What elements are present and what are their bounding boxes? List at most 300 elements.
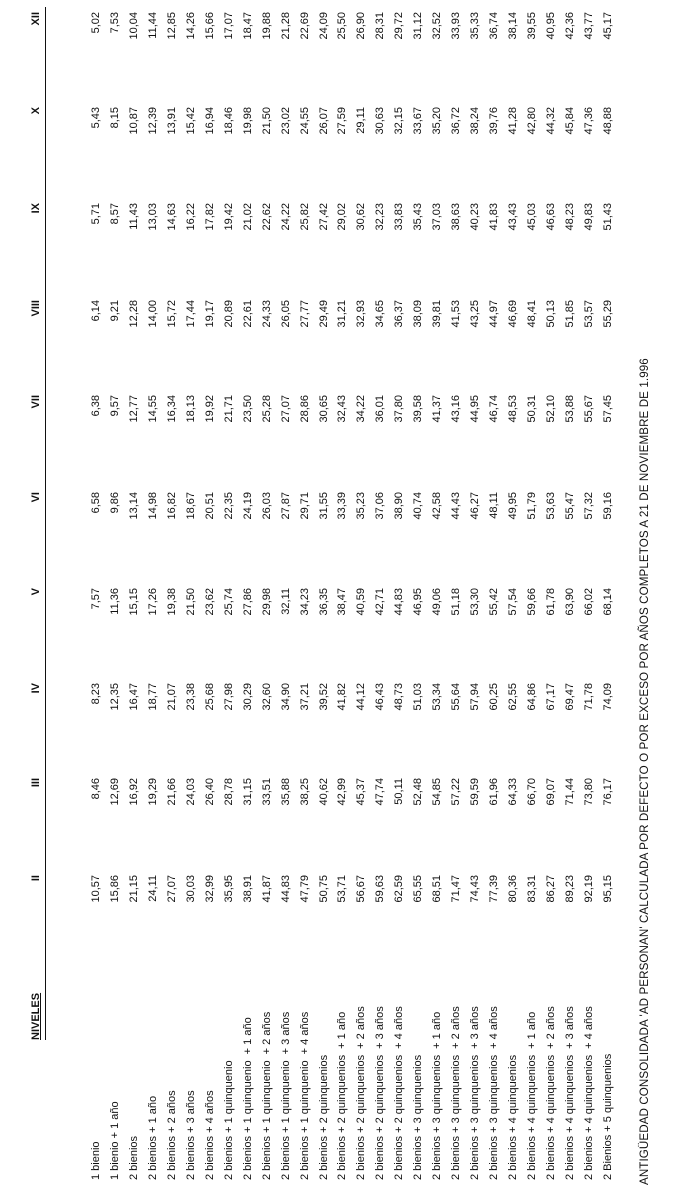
value-cell-viii: 19,17 (203, 300, 216, 328)
value-cell-ix: 17,82 (203, 203, 216, 231)
value-cell-ix: 38,63 (450, 203, 463, 231)
value-cell-vi: 57,32 (582, 492, 595, 520)
value-cell-ix: 46,63 (545, 203, 558, 231)
value-cell-x: 47,36 (582, 107, 595, 135)
value-cell-vi: 44,43 (450, 492, 463, 520)
value-cell-ii: 92,19 (582, 875, 595, 903)
value-cell-iii: 16,92 (127, 778, 140, 806)
value-cell-iii: 45,37 (355, 778, 368, 806)
value-cell-iii: 69,07 (545, 778, 558, 806)
value-cell-iv: 48,73 (393, 683, 406, 711)
value-cell-v: 7,57 (90, 588, 102, 610)
value-cell-xii: 32,52 (431, 12, 444, 40)
value-cell-iii: 71,44 (564, 778, 576, 806)
value-cell-x: 19,98 (241, 107, 254, 135)
value-cell-iii: 61,96 (488, 778, 501, 806)
value-cell-vii: 39,58 (412, 395, 425, 423)
value-cell-vii: 27,07 (279, 395, 292, 423)
value-cell-vii: 55,67 (582, 395, 595, 423)
value-cell-ii: 50,75 (317, 875, 330, 903)
value-cell-viii: 32,93 (355, 300, 368, 328)
value-cell-ix: 40,23 (469, 203, 482, 231)
value-cell-xii: 15,66 (203, 12, 216, 40)
value-cell-xii: 11,44 (146, 12, 159, 39)
value-cell-vii: 23,50 (241, 395, 254, 423)
column-header-iii: III (30, 778, 42, 788)
value-cell-ix: 22,62 (260, 203, 273, 231)
value-cell-ix: 51,43 (601, 203, 614, 231)
value-cell-ii: 27,07 (165, 875, 178, 903)
value-cell-vi: 46,27 (469, 492, 482, 520)
value-cell-ix: 32,23 (374, 203, 387, 231)
value-cell-iv: 62,55 (507, 683, 520, 711)
value-cell-viii: 17,44 (184, 300, 197, 328)
row-label: 2 Bienios + 5 quinquenios (601, 1053, 614, 1180)
value-cell-iv: 8,23 (90, 683, 102, 705)
column-header-v: V (30, 588, 42, 596)
value-cell-xii: 36,74 (488, 12, 501, 40)
value-cell-vii: 37,80 (393, 395, 406, 423)
value-cell-x: 18,46 (222, 107, 235, 135)
row-label: 2 bienios + 1 año (146, 1095, 159, 1180)
value-cell-vii: 19,92 (203, 395, 216, 423)
value-cell-viii: 48,41 (526, 300, 539, 328)
row-label: 2 bienios + 3 quinquenios (412, 1054, 425, 1180)
document-title: ANTIGÜEDAD CONSOLIDADA 'AD PERSONAN' CALCULADA POR DEFECTO O POR EXCESO POR AÑOS COMPLETOS A 21 DE NOVIEMBRE DE 1.996 (638, 358, 651, 1185)
value-cell-x: 44,32 (545, 107, 558, 135)
value-cell-iii: 59,59 (469, 778, 482, 806)
value-cell-vii: 25,28 (260, 395, 273, 423)
value-cell-x: 30,63 (374, 107, 387, 135)
value-cell-v: 32,11 (279, 588, 292, 615)
value-cell-xii: 29,72 (393, 12, 406, 40)
column-header-vii: VII (30, 395, 42, 409)
value-cell-vi: 9,86 (108, 492, 121, 514)
value-cell-ix: 49,83 (582, 203, 595, 231)
value-cell-iii: 64,33 (507, 778, 520, 806)
value-cell-iii: 42,99 (336, 778, 349, 806)
value-cell-vii: 43,16 (450, 395, 463, 423)
value-cell-xii: 45,17 (601, 12, 614, 40)
row-label: 2 bienios + 2 quinquenios + 1 año (336, 1011, 349, 1180)
column-header-xii: XII (30, 12, 42, 26)
value-cell-viii: 31,21 (336, 300, 349, 328)
row-label: 2 bienios + 4 quinquenios + 4 años (582, 1006, 595, 1180)
value-cell-v: 11,36 (108, 588, 121, 615)
value-cell-viii: 14,00 (146, 300, 159, 328)
value-cell-ii: 15,86 (108, 875, 121, 903)
value-cell-xii: 10,04 (127, 12, 140, 40)
value-cell-ii: 21,15 (127, 875, 140, 903)
row-label: 2 bienios + 1 quinquenio + 2 años (260, 1011, 273, 1180)
value-cell-x: 26,07 (317, 107, 330, 135)
value-cell-viii: 15,72 (165, 300, 178, 328)
value-cell-ix: 29,02 (336, 203, 349, 231)
value-cell-ii: 32,99 (203, 875, 216, 903)
value-cell-vi: 24,19 (241, 492, 254, 520)
value-cell-vii: 18,13 (184, 395, 197, 423)
row-label: 2 bienios + 1 quinquenio + 3 años (279, 1011, 292, 1180)
value-cell-iv: 71,78 (582, 683, 595, 711)
value-cell-xii: 38,14 (507, 12, 520, 40)
value-cell-vi: 40,74 (412, 492, 425, 520)
value-cell-ix: 33,83 (393, 203, 406, 231)
row-label: 2 bienios + 2 quinquenios + 3 años (374, 1006, 387, 1180)
value-cell-v: 27,86 (241, 588, 254, 616)
value-cell-iv: 27,98 (222, 683, 235, 711)
value-cell-ii: 71,47 (450, 875, 463, 903)
value-cell-iii: 54,85 (431, 778, 444, 806)
value-cell-iv: 69,47 (564, 683, 576, 711)
value-cell-iii: 66,70 (526, 778, 539, 806)
value-cell-ix: 48,23 (564, 203, 576, 231)
value-cell-x: 27,59 (336, 107, 349, 135)
value-cell-vii: 6,38 (90, 395, 102, 417)
value-cell-v: 49,06 (431, 588, 444, 616)
row-label: 2 bienios + 2 quinquenios + 2 años (355, 1006, 368, 1180)
value-cell-ix: 35,43 (412, 203, 425, 231)
value-cell-x: 29,11 (355, 107, 368, 134)
value-cell-vi: 26,03 (260, 492, 273, 520)
value-cell-viii: 20,89 (222, 300, 235, 328)
value-cell-ii: 56,67 (355, 875, 368, 903)
value-cell-xii: 24,09 (317, 12, 330, 40)
value-cell-x: 45,84 (564, 107, 576, 135)
value-cell-ii: 30,03 (184, 875, 197, 903)
value-cell-x: 12,39 (146, 107, 159, 135)
value-cell-vii: 9,57 (108, 395, 121, 417)
value-cell-iii: 8,46 (90, 778, 102, 800)
value-cell-v: 63,90 (564, 588, 576, 616)
value-cell-x: 21,50 (260, 107, 273, 135)
value-cell-x: 32,15 (393, 107, 406, 135)
value-cell-ii: 38,91 (241, 875, 254, 903)
value-cell-vi: 31,55 (317, 492, 330, 520)
value-cell-iv: 64,86 (526, 683, 539, 711)
value-cell-x: 15,42 (184, 107, 197, 135)
value-cell-v: 66,02 (582, 588, 595, 616)
value-cell-xii: 19,88 (260, 12, 273, 40)
value-cell-ix: 13,03 (146, 203, 159, 231)
value-cell-vii: 48,53 (507, 395, 520, 423)
value-cell-ii: 41,87 (260, 875, 273, 903)
value-cell-iv: 74,09 (601, 683, 614, 711)
value-cell-x: 36,72 (450, 107, 463, 135)
value-cell-v: 25,74 (222, 588, 235, 616)
value-cell-v: 17,26 (146, 588, 159, 616)
value-cell-vii: 53,88 (564, 395, 576, 423)
value-cell-ii: 62,59 (393, 875, 406, 903)
value-cell-iv: 67,17 (545, 683, 558, 711)
value-cell-ix: 30,62 (355, 203, 368, 231)
value-cell-ix: 37,03 (431, 203, 444, 231)
value-cell-xii: 40,95 (545, 12, 558, 40)
value-cell-iii: 28,78 (222, 778, 235, 806)
value-cell-iv: 30,29 (241, 683, 254, 711)
value-cell-iv: 60,25 (488, 683, 501, 711)
value-cell-vi: 33,39 (336, 492, 349, 520)
value-cell-x: 33,67 (412, 107, 425, 135)
value-cell-iii: 19,29 (146, 778, 159, 806)
value-cell-viii: 38,09 (412, 300, 425, 328)
value-cell-v: 15,15 (127, 588, 140, 616)
value-cell-xii: 26,90 (355, 12, 368, 40)
value-cell-xii: 31,12 (412, 12, 425, 40)
value-cell-viii: 50,13 (545, 300, 558, 328)
value-cell-viii: 9,21 (108, 300, 121, 322)
value-cell-ix: 25,82 (298, 203, 311, 231)
value-cell-ix: 8,57 (108, 203, 121, 225)
value-cell-v: 46,95 (412, 588, 425, 616)
row-label: 1 bienio + 1 año (108, 1101, 121, 1180)
value-cell-vii: 44,95 (469, 395, 482, 423)
value-cell-vi: 55,47 (564, 492, 576, 520)
value-cell-v: 36,35 (317, 588, 330, 616)
value-cell-vi: 20,51 (203, 492, 216, 520)
value-cell-iii: 35,88 (279, 778, 292, 806)
value-cell-ix: 19,42 (222, 203, 235, 231)
value-cell-vi: 49,95 (507, 492, 520, 520)
column-header-iv: IV (30, 683, 42, 694)
value-cell-v: 59,66 (526, 588, 539, 616)
value-cell-v: 19,38 (165, 588, 178, 616)
value-cell-v: 29,98 (260, 588, 273, 616)
value-cell-v: 44,83 (393, 588, 406, 616)
value-cell-vii: 30,65 (317, 395, 330, 423)
value-cell-viii: 12,28 (127, 300, 140, 328)
value-cell-vii: 12,77 (127, 395, 140, 423)
value-cell-iii: 24,03 (184, 778, 197, 806)
row-label: 2 bienios + 3 quinquenios + 3 años (469, 1006, 482, 1180)
value-cell-x: 5,43 (90, 107, 102, 129)
value-cell-ii: 10,57 (90, 875, 102, 903)
value-cell-x: 35,20 (431, 107, 444, 135)
value-cell-iii: 76,17 (601, 778, 614, 806)
value-cell-ii: 83,31 (526, 875, 539, 903)
header-rule (45, 7, 46, 1040)
value-cell-xii: 33,93 (450, 12, 463, 40)
row-label: 2 bienios + 4 quinquenios + 2 años (545, 1006, 558, 1180)
value-cell-iii: 26,40 (203, 778, 216, 806)
value-cell-vi: 53,63 (545, 492, 558, 520)
value-cell-x: 23,02 (279, 107, 292, 135)
value-cell-x: 10,87 (127, 107, 140, 135)
value-cell-iv: 25,68 (203, 683, 216, 711)
value-cell-iv: 34,90 (279, 683, 292, 711)
value-cell-vii: 50,31 (526, 395, 539, 423)
value-cell-xii: 43,77 (582, 12, 595, 40)
value-cell-iii: 38,25 (298, 778, 311, 806)
value-cell-viii: 44,97 (488, 300, 501, 328)
niveles-header: NIVELES (30, 992, 42, 1040)
value-cell-xii: 39,55 (526, 12, 539, 40)
row-label: 2 bienios + 4 quinquenios (507, 1054, 520, 1180)
value-cell-viii: 46,69 (507, 300, 520, 328)
value-cell-viii: 39,81 (431, 300, 444, 328)
value-cell-ix: 24,22 (279, 203, 292, 231)
row-label: 2 bienios + 1 quinquenio (222, 1060, 235, 1180)
value-cell-vi: 38,90 (393, 492, 406, 520)
value-cell-iii: 73,80 (582, 778, 595, 806)
value-cell-ix: 41,83 (488, 203, 501, 231)
value-cell-ii: 65,55 (412, 875, 425, 903)
value-cell-x: 48,88 (601, 107, 614, 135)
value-cell-vi: 35,23 (355, 492, 368, 520)
row-label: 2 bienios + 4 años (203, 1090, 216, 1180)
value-cell-viii: 51,85 (564, 300, 576, 328)
value-cell-iv: 21,07 (165, 683, 178, 711)
row-label: 2 bienios + 2 años (165, 1090, 178, 1180)
value-cell-vii: 41,37 (431, 395, 444, 423)
value-cell-ix: 11,43 (127, 203, 140, 230)
value-cell-vii: 28,86 (298, 395, 311, 423)
value-cell-viii: 55,29 (601, 300, 614, 328)
value-cell-vi: 27,87 (279, 492, 292, 520)
value-cell-v: 23,62 (203, 588, 216, 616)
column-header-x: X (30, 107, 42, 115)
value-cell-vii: 21,71 (222, 395, 235, 423)
value-cell-ii: 59,63 (374, 875, 387, 903)
value-cell-viii: 43,25 (469, 300, 482, 328)
value-cell-ii: 35,95 (222, 875, 235, 903)
value-cell-ii: 68,51 (431, 875, 444, 903)
value-cell-viii: 34,65 (374, 300, 387, 328)
value-cell-vi: 18,67 (184, 492, 197, 520)
value-cell-iv: 37,21 (298, 683, 311, 711)
value-cell-iv: 23,38 (184, 683, 197, 711)
value-cell-iii: 21,66 (165, 778, 178, 806)
value-cell-v: 55,42 (488, 588, 501, 616)
row-label: 1 bienio (90, 1141, 102, 1180)
value-cell-xii: 25,50 (336, 12, 349, 40)
value-cell-xii: 21,28 (279, 12, 292, 40)
value-cell-iv: 53,34 (431, 683, 444, 711)
column-header-viii: VIII (30, 300, 42, 317)
value-cell-xii: 5,02 (90, 12, 102, 34)
value-cell-vi: 16,82 (165, 492, 178, 520)
value-cell-v: 34,23 (298, 588, 311, 616)
value-cell-x: 24,55 (298, 107, 311, 135)
value-cell-vi: 37,06 (374, 492, 387, 520)
value-cell-x: 8,15 (108, 107, 121, 129)
value-cell-v: 38,47 (336, 588, 349, 616)
value-cell-iv: 12,35 (108, 683, 121, 711)
value-cell-x: 38,24 (469, 107, 482, 135)
value-cell-ii: 77,39 (488, 875, 501, 903)
value-cell-xii: 35,33 (469, 12, 482, 40)
value-cell-v: 21,50 (184, 588, 197, 616)
value-cell-iv: 41,82 (336, 683, 349, 711)
value-cell-xii: 28,31 (374, 12, 387, 40)
value-cell-vii: 14,55 (146, 395, 159, 423)
value-cell-iv: 39,52 (317, 683, 330, 711)
value-cell-v: 61,78 (545, 588, 558, 616)
value-cell-viii: 26,05 (279, 300, 292, 328)
value-cell-iv: 16,47 (127, 683, 140, 711)
value-cell-vii: 52,10 (545, 395, 558, 423)
value-cell-vi: 29,71 (298, 492, 311, 520)
value-cell-viii: 36,37 (393, 300, 406, 328)
value-cell-viii: 27,77 (298, 300, 311, 328)
row-label: 2 bienios + 2 quinquenios + 4 años (393, 1006, 406, 1180)
value-cell-iii: 33,51 (260, 778, 273, 806)
value-cell-iii: 50,11 (393, 778, 406, 805)
value-cell-viii: 53,57 (582, 300, 595, 328)
value-cell-iii: 12,69 (108, 778, 121, 806)
value-cell-viii: 24,33 (260, 300, 273, 328)
value-cell-viii: 29,49 (317, 300, 330, 328)
value-cell-vi: 42,58 (431, 492, 444, 520)
value-cell-x: 41,28 (507, 107, 520, 135)
value-cell-x: 42,80 (526, 107, 539, 135)
value-cell-v: 57,54 (507, 588, 520, 616)
column-header-vi: VI (30, 492, 42, 503)
value-cell-vii: 46,74 (488, 395, 501, 423)
value-cell-iii: 52,48 (412, 778, 425, 806)
row-label: 2 bienios + 4 quinquenios + 3 años (564, 1006, 576, 1180)
value-cell-xii: 17,07 (222, 12, 235, 40)
value-cell-ix: 43,43 (507, 203, 520, 231)
value-cell-iv: 55,64 (450, 683, 463, 711)
row-label: 2 bienios + 3 años (184, 1090, 197, 1180)
row-label: 2 bienios + 3 quinquenios + 1 año (431, 1011, 444, 1180)
value-cell-ii: 74,43 (469, 875, 482, 903)
value-cell-v: 51,18 (450, 588, 463, 616)
value-cell-viii: 6,14 (90, 300, 102, 322)
value-cell-ii: 95,15 (601, 875, 614, 903)
value-cell-v: 68,14 (601, 588, 614, 616)
value-cell-ix: 16,22 (184, 203, 197, 231)
value-cell-vii: 57,45 (601, 395, 614, 423)
value-cell-vi: 6,58 (90, 492, 102, 514)
value-cell-vi: 59,16 (601, 492, 614, 520)
value-cell-xii: 22,69 (298, 12, 311, 40)
value-cell-vii: 36,01 (374, 395, 387, 423)
value-cell-vi: 51,79 (526, 492, 539, 520)
value-cell-iv: 32,60 (260, 683, 273, 711)
value-cell-iii: 31,15 (241, 778, 254, 806)
column-header-ix: IX (30, 203, 42, 214)
value-cell-vii: 32,43 (336, 395, 349, 423)
value-cell-ii: 44,83 (279, 875, 292, 903)
value-cell-ii: 86,27 (545, 875, 558, 903)
value-cell-viii: 41,53 (450, 300, 463, 328)
value-cell-v: 53,30 (469, 588, 482, 616)
value-cell-v: 42,71 (374, 588, 387, 616)
column-header-ii: II (30, 875, 42, 882)
value-cell-iv: 18,77 (146, 683, 159, 711)
row-label: 2 bienios + 4 quinquenios + 1 año (526, 1011, 539, 1180)
value-cell-iii: 40,62 (317, 778, 330, 806)
value-cell-vi: 22,35 (222, 492, 235, 520)
value-cell-iii: 57,22 (450, 778, 463, 806)
value-cell-ix: 27,42 (317, 203, 330, 231)
row-label: 2 bienios + 1 quinquenio + 1 año (241, 1017, 254, 1180)
value-cell-vi: 48,11 (488, 492, 501, 519)
value-cell-ix: 21,02 (241, 203, 254, 231)
value-cell-vi: 13,14 (127, 492, 140, 520)
value-cell-ix: 14,63 (165, 203, 178, 231)
row-label: 2 bienios + 3 quinquenios + 2 años (450, 1006, 463, 1180)
value-cell-iv: 57,94 (469, 683, 482, 711)
row-label: 2 bienios (127, 1135, 140, 1180)
value-cell-vii: 34,22 (355, 395, 368, 423)
value-cell-vii: 16,34 (165, 395, 178, 423)
value-cell-xii: 42,36 (564, 12, 576, 40)
value-cell-x: 39,76 (488, 107, 501, 135)
value-cell-ii: 89,23 (564, 875, 576, 903)
value-cell-xii: 7,53 (108, 12, 121, 34)
